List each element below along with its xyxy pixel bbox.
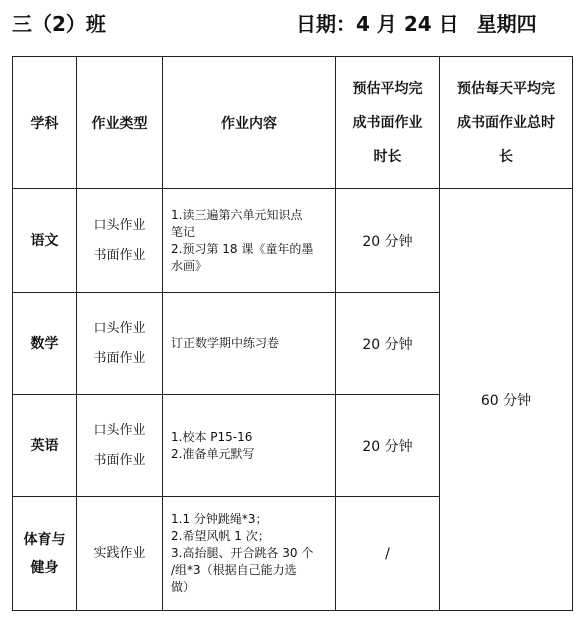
content-line: 3.高抬腿、开合跳各 30 个: [171, 546, 314, 560]
header-content: 作业内容: [163, 57, 336, 189]
date-header: [296, 8, 537, 37]
time-cell: 20 分钟: [336, 293, 440, 395]
header-daily-total-line: 长: [499, 148, 513, 165]
type-line: 书面作业: [93, 452, 146, 468]
type-line: 书面作业: [93, 350, 146, 366]
type-cell: [77, 293, 163, 395]
weekday-label: 星期四: [476, 12, 537, 36]
header-daily-total: [440, 57, 573, 189]
type-line: 口头作业: [93, 422, 146, 438]
type-line: 实践作业: [93, 545, 146, 561]
subject-cell: [13, 395, 77, 497]
subject-line: 健身: [30, 559, 59, 576]
class-label: 三（2）班: [12, 12, 106, 36]
subject-line: 数学: [30, 335, 59, 352]
header-type: 作业类型: [77, 57, 163, 189]
content-line: 2.预习第 18 课《童年的墨: [171, 241, 314, 256]
subject-cell: [13, 497, 77, 611]
content-line: 1.校本 P15-16: [171, 429, 253, 444]
content-line: 2.准备单元默写: [171, 446, 255, 461]
subject-cell: [13, 189, 77, 293]
subject-line: 语文: [30, 232, 59, 249]
type-cell: [77, 395, 163, 497]
header-daily-total-line: 成书面作业总时: [457, 114, 555, 131]
header-avg-time-line: 成书面作业: [352, 114, 423, 131]
content-cell: [163, 189, 336, 293]
date-label: 日期：4 月 24 日: [296, 12, 459, 36]
content-line: 水画》: [171, 258, 208, 273]
type-line: 口头作业: [93, 217, 146, 233]
type-line: 口头作业: [93, 320, 146, 336]
table-header-row: [13, 57, 573, 189]
content-line: /组*3（根据自己能力选: [171, 563, 297, 577]
content-cell: [163, 293, 336, 395]
content-cell: [163, 497, 336, 611]
content-line: 1.1 分钟跳绳*3；: [171, 512, 268, 526]
content-line: 订正数学期中练习卷: [171, 336, 280, 350]
homework-table: [12, 56, 573, 611]
header-avg-time: [336, 57, 440, 189]
type-cell: [77, 189, 163, 293]
content-line: 1.读三遍第六单元知识点: [171, 207, 303, 222]
daily-total-cell: 60 分钟: [440, 189, 573, 611]
content-cell: [163, 395, 336, 497]
subject-cell: [13, 293, 77, 395]
type-line: 书面作业: [93, 247, 146, 263]
header-daily-total-line: 预估每天平均完: [457, 80, 555, 97]
content-line: 笔记: [171, 224, 196, 239]
table-row: [13, 189, 573, 293]
header-avg-time-line: 预估平均完: [352, 80, 423, 97]
subject-line: 英语: [30, 437, 59, 454]
time-cell: 20 分钟: [336, 395, 440, 497]
header-subject: 学科: [13, 57, 77, 189]
time-cell: /: [336, 497, 440, 611]
subject-line: 体育与: [23, 531, 66, 548]
type-cell: [77, 497, 163, 611]
time-cell: 20 分钟: [336, 189, 440, 293]
header-avg-time-line: 时长: [373, 148, 402, 165]
content-line: 2.希望风帆 1 次；: [171, 529, 270, 543]
content-line: 做）: [171, 580, 196, 594]
